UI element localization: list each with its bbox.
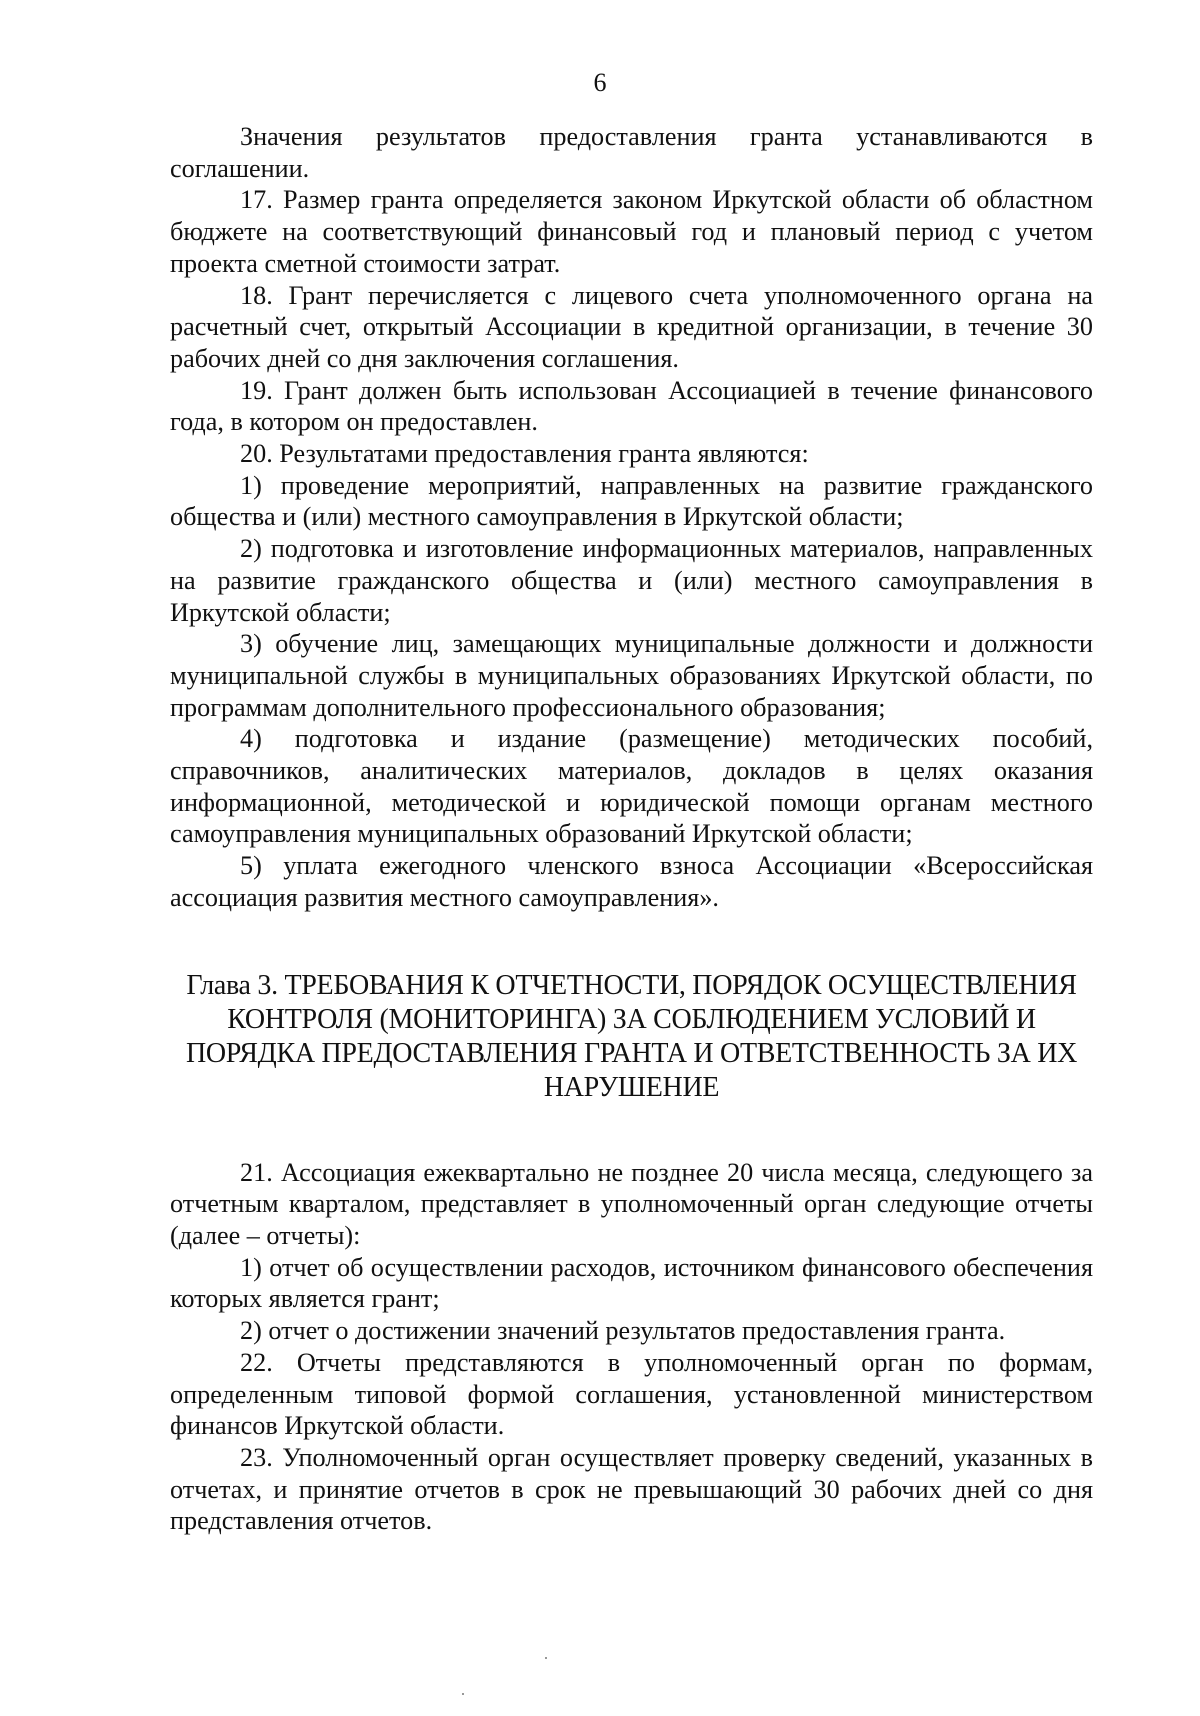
paragraph-23: 23. Уполномоченный орган осуществляет проверку сведений, указанных в отчетах, и принятие отчетов в срок не превышающий 30 рабочих дней со дня представления отчетов.	[170, 1442, 1093, 1536]
paragraph-20-item-4: 4) подготовка и издание (размещение) методических пособий, справочников, аналитических материалов, докладов в целях оказания информационной, методической и юридической помощи органам местного самоуправления муниципальных образований Иркутской области;	[170, 724, 1093, 849]
paragraph-18: 18. Грант перечисляется с лицевого счета уполномоченного органа на расчетный счет, открытый Ассоциации в кредитной организации, в течение 30 рабочих дней со дня заключения соглашения.	[170, 280, 1093, 373]
chapter-3-heading: Глава 3. ТРЕБОВАНИЯ К ОТЧЕТНОСТИ, ПОРЯДОК ОСУЩЕСТВЛЕНИЯ КОНТРОЛЯ (МОНИТОРИНГА) ЗА СОБЛЮДЕНИЕМ УСЛОВИЙ И ПОРЯДКА ПРЕДОСТАВЛЕНИЯ ГРАНТА И ОТВЕТСТВЕННОСТЬ ЗА ИХ НАРУШЕНИЕ	[185, 969, 1078, 1103]
paragraph-20: 20. Результатами предоставления гранта являются:	[240, 439, 809, 469]
paragraph-21-item-1: 1) отчет об осуществлении расходов, источником финансового обеспечения которых является грант;	[170, 1252, 1093, 1314]
paragraph-20-item-3: 3) обучение лиц, замещающих муниципальные должности и должности муниципальной службы в муниципальных образованиях Иркутской области, по программам дополнительного профессионального образования;	[170, 629, 1093, 722]
paragraph-17: 17. Размер гранта определяется законом Иркутской области об областном бюджете на соответствующий финансовый год и плановый период с учетом проекта сметной стоимости затрат.	[170, 185, 1093, 278]
document-body	[170, 121, 1093, 1537]
paragraph-21-item-2: 2) отчет о достижении значений результатов предоставления гранта.	[240, 1316, 1006, 1346]
page-number: 6	[593, 68, 607, 97]
scan-speck	[462, 1693, 464, 1695]
scan-speck	[545, 1657, 547, 1659]
paragraph-20-item-5: 5) уплата ежегодного членского взноса Ассоциации «Всероссийская ассоциация развития местного самоуправления».	[170, 851, 1093, 912]
paragraph-21: 21. Ассоциация ежеквартально не позднее 20 числа месяца, следующего за отчетным кварталом, представляет в уполномоченный орган следующие отчеты (далее – отчеты):	[170, 1157, 1093, 1250]
paragraph-20-item-1: 1) проведение мероприятий, направленных на развитие гражданского общества и (или) местного самоуправления в Иркутской области;	[170, 470, 1093, 532]
paragraph-19: 19. Грант должен быть использован Ассоциацией в течение финансового года, в котором он предоставлен.	[170, 375, 1093, 437]
paragraph-20-item-2: 2) подготовка и изготовление информационных материалов, направленных на развитие гражданского общества и (или) местного самоуправления в Иркутской области;	[170, 534, 1093, 627]
paragraph-grant-results-values: Значения результатов предоставления гранта устанавливаются в соглашении.	[170, 122, 1093, 183]
paragraph-22: 22. Отчеты представляются в уполномоченный орган по формам, определенным типовой формой соглашения, установленной министерством финансов Иркутской области.	[170, 1347, 1093, 1441]
